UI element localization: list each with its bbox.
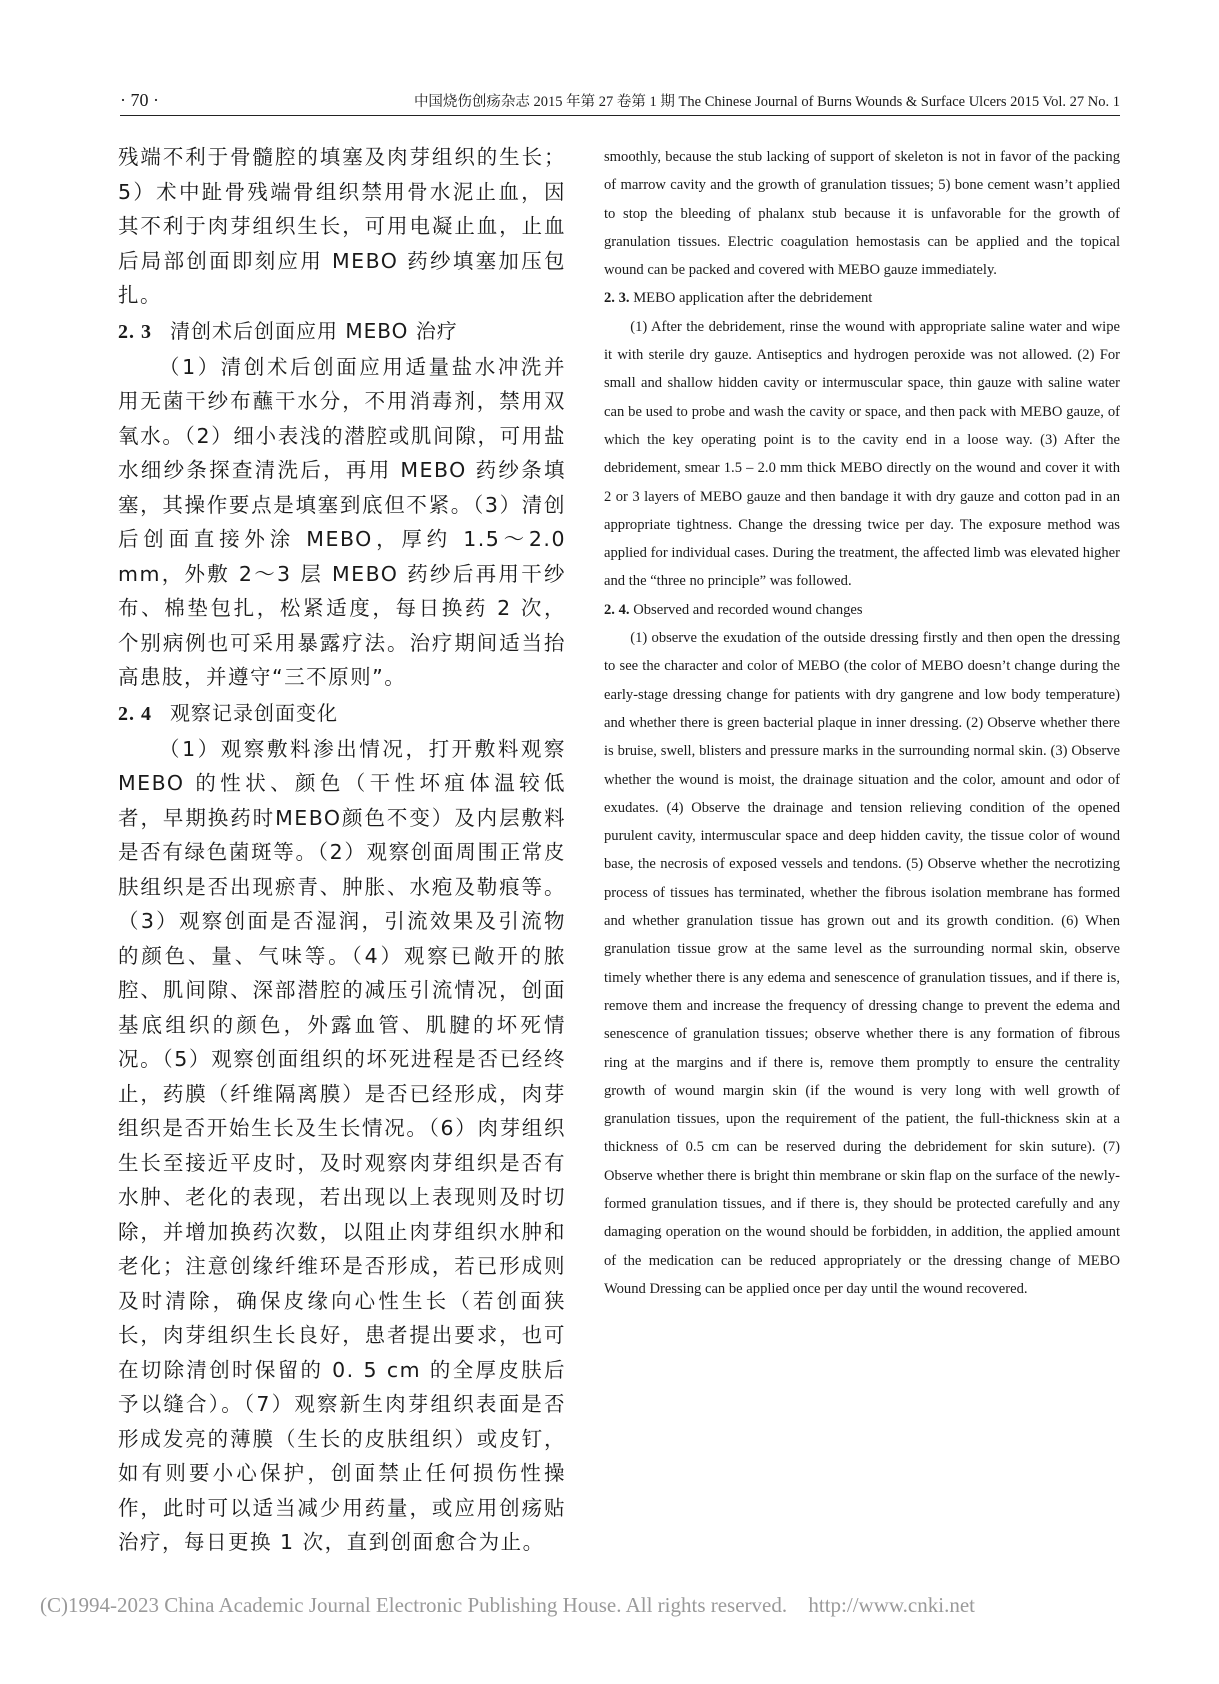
cn-section-number: 2. 4 (118, 702, 152, 725)
en-section-heading-2-4 (604, 596, 1120, 624)
cn-section-number: 2. 3 (118, 320, 152, 343)
page-number: · 70 · (120, 90, 159, 110)
cn-paragraph-continuation: 残端不利于骨髓腔的填塞及肉芽组织的生长；5）术中趾骨残端骨组织禁用骨水泥止血，因其不利于肉芽组织生长，可用电凝止血，止血后局部创面即刻应用 MEBO 药纱填塞加压包扎。 (118, 145, 566, 307)
cn-section-heading-2-4 (118, 695, 566, 732)
cnki-link[interactable]: http://www.cnki.net (808, 1593, 975, 1617)
english-column (604, 143, 1120, 1303)
copyright-footer (40, 1593, 1180, 1618)
running-header (120, 90, 1120, 116)
en-section-title: MEBO application after the debridement (633, 290, 873, 307)
cn-paragraph-2-3: （1）清创术后创面应用适量盐水冲洗并用无菌干纱布蘸干水分，不用消毒剂，禁用双氧水。（2）细小表浅的潜腔或肌间隙，可用盐水细纱条探查清洗后，再用 MEBO 药纱条填塞，其操作要点是填塞到底但不紧。（3）清创后创面直接外涂 MEBO，厚约 1.5～2.0 mm，外敷 2～3 层 MEBO 药纱后再用干纱布、棉垫包扎，松紧适度，每日换药 2 次，个别病例也可采用暴露疗法。治疗期间适当抬高患肢，并遵守“三不原则”。 (118, 354, 566, 689)
en-paragraph-2-4: (1) observe the exudation of the outside dressing firstly and then open the dressing to see the character and color of MEBO (the color of MEBO doesn’t change during the early-stage dressing change for patients with dry gangrene and low body temperature) and whether there is green bacterial plaque in inner dressing. (2) Observe whether there is bruise, swell, blisters and pressure marks in the surrounding normal skin. (3) Observe whether the wound is moist, the drainage situation and the color, amount and odor of exudates. (4) Observe the drainage and tension relieving condition of the opened purulent cavity, intermuscular space and deep hidden cavity, the tissue color of wound base, the necrosis of exposed vessels and tendons. (5) Observe whether the necrotizing process of tissues has terminated, whether the fibrous isolation membrane has formed and whether granulation tissue has grown out and its growth condition. (6) When granulation tissue grow at the same level as the surrounding normal skin, observe timely whether there is any edema and senescence of granulation tissues, and if there is, remove them and increase the frequency of dressing change to prevent the edema and senescence of granulation tissues; observe whether there is any formation of fibrous ring at the margins and if there is, remove them promptly to ensure the centrality growth of wound margin skin (if the wound is very long with well growth of granulation tissues, upon the requirement of the patient, the full-thickness skin at a thickness of 0.5 cm can be reserved during the debridement for skin suture). (7) Observe whether there is bright thin membrane or skin flap on the surface of the newly-formed granulation tissues, and if there is, they should be protected carefully and any damaging operation on the wound should be forbidden, in addition, the applied amount of the medication can be reduced appropriately or the dressing change of MEBO Wound Dressing can be applied once per day until the wound recovered. (604, 630, 1120, 1297)
chinese-column (118, 140, 566, 1560)
cn-paragraph-2-4: （1）观察敷料渗出情况，打开敷料观察 MEBO 的性状、颜色（干性坏疽体温较低者，早期换药时MEBO颜色不变）及内层敷料是否有绿色菌斑等。（2）观察创面周围正常皮肤组织是否出现瘀青、肿胀、水疱及勒痕等。（3）观察创面是否湿润，引流效果及引流物的颜色、量、气味等。（4）观察已敞开的脓腔、肌间隙、深部潜腔的减压引流情况，创面基底组织的颜色，外露血管、肌腱的坏死情况。（5）观察创面组织的坏死进程是否已经终止，药膜（纤维隔离膜）是否已经形成，肉芽组织是否开始生长及生长情况。（6）肉芽组织生长至接近平皮时，及时观察肉芽组织是否有水肿、老化的表现，若出现以上表现则及时切除，并增加换药次数，以阻止肉芽组织水肿和老化；注意创缘纤维环是否形成，若已形成则及时清除，确保皮缘向心性生长（若创面狭长，肉芽组织生长良好，患者提出要求，也可在切除清创时保留的 0. 5 cm 的全厚皮肤后予以缝合）。（7）观察新生肉芽组织表面是否形成发亮的薄膜（生长的皮肤组织）或皮钉，如有则要小心保护，创面禁止任何损伤性操作，此时可以适当减少用药量，或应用创疡贴治疗，每日更换 1 次，直到创面愈合为止。 (118, 736, 566, 1554)
en-paragraph-2-3: (1) After the debridement, rinse the wound with appropriate saline water and wipe it with sterile dry gauze. Antiseptics and hydrogen peroxide was not allowed. (2) For small and shallow hidden cavity or intermuscular space, thin gauze with saline water can be used to probe and wash the cavity or space, and then pack with MEBO gauze, of which the key operating point is to the cavity end in a loose way. (3) After the debridement, smear 1.5 – 2.0 mm thick MEBO directly on the wound and cover it with 2 or 3 layers of MEBO gauze and then bandage it with dry gauze and cotton pad in an appropriate tightness. Change the dressing twice per day. The exposure method was applied for individual cases. During the treatment, the affected limb was elevated higher and the “three no principle” was followed. (604, 318, 1120, 590)
en-section-number: 2. 4. (604, 601, 630, 618)
cn-section-title: 观察记录创面变化 (170, 700, 338, 725)
en-section-number: 2. 3. (604, 290, 630, 307)
journal-title: 中国烧伤创疡杂志 2015 年第 27 卷第 1 期 The Chinese Journal of Burns Wounds & Surface Ulcers 2015 Vol. 27 No. 1 (413, 94, 1120, 110)
en-section-title: Observed and recorded wound changes (633, 601, 863, 618)
en-section-heading-2-3 (604, 284, 1120, 312)
cn-section-heading-2-3 (118, 313, 566, 350)
en-paragraph-continuation: smoothly, because the stub lacking of support of skeleton is not in favor of the packing of marrow cavity and the growth of granulation tissues; 5) bone cement wasn’t applied to stop the bleeding of phalanx stub because it is unfavorable for the growth of granulation tissues. Electric coagulation hemostasis can be applied and the topical wound can be packed and covered with MEBO gauze immediately. (604, 149, 1120, 279)
copyright-text: (C)1994-2023 China Academic Journal Electronic Publishing House. All rights reserved. (40, 1593, 788, 1617)
cn-section-title: 清创术后创面应用 MEBO 治疗 (170, 318, 458, 343)
